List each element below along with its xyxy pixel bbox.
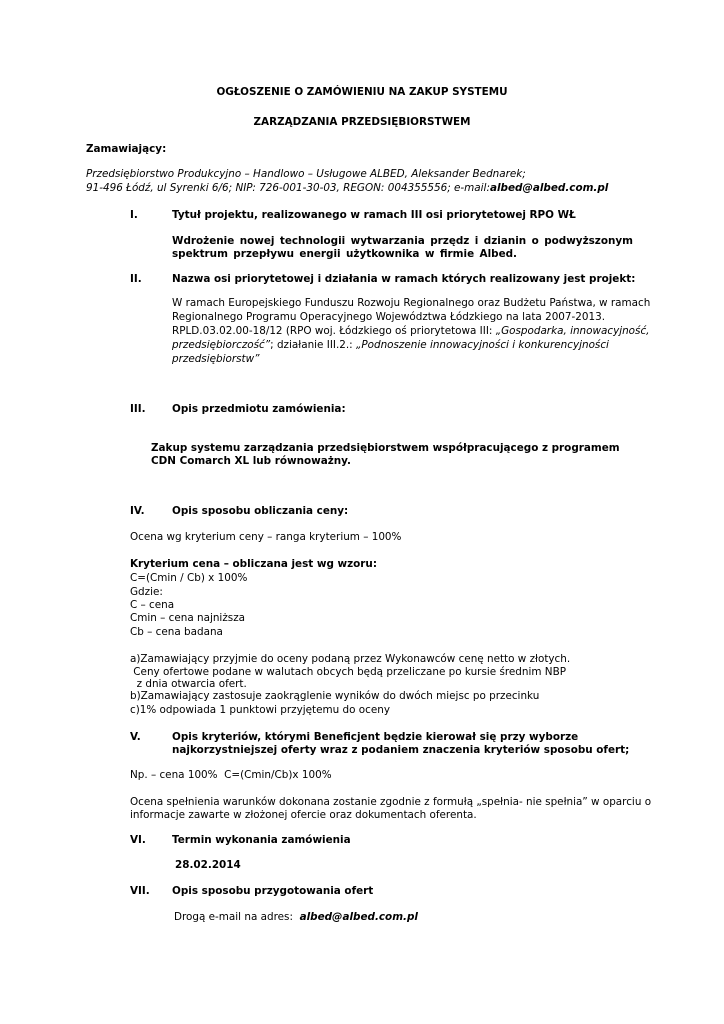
offer-delivery-method — [174, 911, 418, 924]
section-6-heading: Termin wykonania zamówienia — [172, 834, 351, 846]
section-2-line-4-italic-2: „Podnoszenie innowacyjności i konkurencyjności — [355, 339, 609, 351]
section-5-heading-line-2: najkorzystniejszej oferty wraz z podaniem znaczenia kryteriów sposobu ofert; — [172, 744, 630, 756]
offer-email: albed@albed.com.pl — [299, 911, 418, 923]
section-5-heading-line-1: Opis kryteriów, którymi Beneficjent będzie kierował się przy wyborze — [172, 731, 579, 743]
section-7-heading: Opis sposobu przygotowania ofert — [172, 885, 374, 897]
document-title-line-1: OGŁOSZENIE O ZAMÓWIENIU NA ZAKUP SYSTEMU — [216, 86, 508, 98]
price-criterion-rank: Ocena wg kryterium ceny – ranga kryterium – 100% — [130, 531, 402, 543]
formula-cb-definition: Cb – cena badana — [130, 626, 223, 638]
criterion-example: Np. – cena 100% C=(Cmin/Cb)x 100% — [130, 769, 332, 781]
section-2-line-4-text: ; działanie III.2.: — [270, 339, 356, 351]
rule-a-line-3: z dnia otwarcia ofert. — [130, 678, 247, 690]
offer-delivery-text: Drogą e-mail na adres: — [174, 911, 300, 923]
price-criterion-heading: Kryterium cena – obliczana jest wg wzoru: — [130, 558, 377, 570]
rule-a-line-1: a)Zamawiający przyjmie do oceny podaną przez Wykonawców cenę netto w złotych. — [130, 653, 571, 665]
evaluation-line-2: informacje zawarte w złożonej ofercie oraz dokumentach oferenta. — [130, 809, 477, 821]
section-4-heading: Opis sposobu obliczania ceny: — [172, 505, 349, 517]
formula-where-label: Gdzie: — [130, 586, 163, 598]
section-5-number: V. — [130, 731, 141, 743]
section-3-number: III. — [130, 403, 146, 415]
section-7-number: VII. — [130, 885, 150, 897]
formula-c-definition: C – cena — [130, 599, 175, 611]
price-formula: C=(Cmin / Cb) x 100% — [130, 572, 248, 584]
section-2-line-4 — [172, 339, 609, 352]
evaluation-line-1: Ocena spełnienia warunków dokonana zostanie zgodnie z formułą „spełnia- nie spełnia” w oparciu o — [130, 796, 652, 808]
orderer-label: Zamawiający: — [86, 143, 167, 155]
orderer-address-text: 91-496 Łódź, ul Syrenki 6/6; NIP: 726-001-30-03, REGON: 004355556; e-mail: — [86, 182, 490, 194]
section-1-heading: Tytuł projektu, realizowanego w ramach III osi priorytetowej RPO WŁ — [172, 209, 576, 221]
section-6-number: VI. — [130, 834, 146, 846]
section-2-line-3-text: RPLD.03.02.00-18/12 (RPO woj. Łódzkiego oś priorytetowa III: — [172, 325, 496, 337]
formula-cmin-definition: Cmin – cena najniższa — [130, 612, 246, 624]
rule-c: c)1% odpowiada 1 punktowi przyjętemu do oceny — [130, 704, 390, 716]
order-subject-line-1: Zakup systemu zarządzania przedsiębiorstwem współpracującego z programem — [151, 442, 620, 454]
orderer-address — [86, 182, 608, 195]
section-2-line-2: Regionalnego Programu Operacyjnego Województwa Łódzkiego na lata 2007-2013. — [172, 311, 606, 323]
rule-a-line-2: Ceny ofertowe podane w walutach obcych będą przeliczane po kursie średnim NBP — [130, 666, 566, 678]
orderer-name: Przedsiębiorstwo Produkcyjno – Handlowo – Usługowe ALBED, Aleksander Bednarek; — [86, 168, 526, 180]
section-2-line-3-italic: „Gospodarka, innowacyjność, — [495, 325, 650, 337]
section-3-heading: Opis przedmiotu zamówienia: — [172, 403, 346, 415]
rule-b: b)Zamawiający zastosuje zaokrąglenie wyników do dwóch miejsc po przecinku — [130, 690, 540, 702]
section-2-number: II. — [130, 273, 142, 285]
section-2-line-4-italic: przedsiębiorczość” — [172, 339, 271, 351]
order-subject-line-2: CDN Comarch XL lub równoważny. — [151, 455, 351, 467]
section-2-line-1: W ramach Europejskiego Funduszu Rozwoju Regionalnego oraz Budżetu Państwa, w ramach — [172, 297, 651, 309]
section-1-number: I. — [130, 209, 138, 221]
project-title-line-1: Wdrożenie nowej technologii wytwarzania przędz i dzianin o podwyższonym — [172, 235, 633, 247]
orderer-email: albed@albed.com.pl — [489, 182, 609, 194]
section-4-number: IV. — [130, 505, 145, 517]
document-title-line-2: ZARZĄDZANIA PRZEDSIĘBIORSTWEM — [253, 116, 471, 128]
section-2-line-5: przedsiębiorstw” — [172, 353, 260, 365]
section-2-heading: Nazwa osi priorytetowej i działania w ramach których realizowany jest projekt: — [172, 273, 636, 285]
completion-date: 28.02.2014 — [175, 859, 241, 871]
section-2-line-3 — [172, 325, 649, 338]
project-title-line-2: spektrum przepływu energii użytkownika w firmie Albed. — [172, 248, 517, 260]
